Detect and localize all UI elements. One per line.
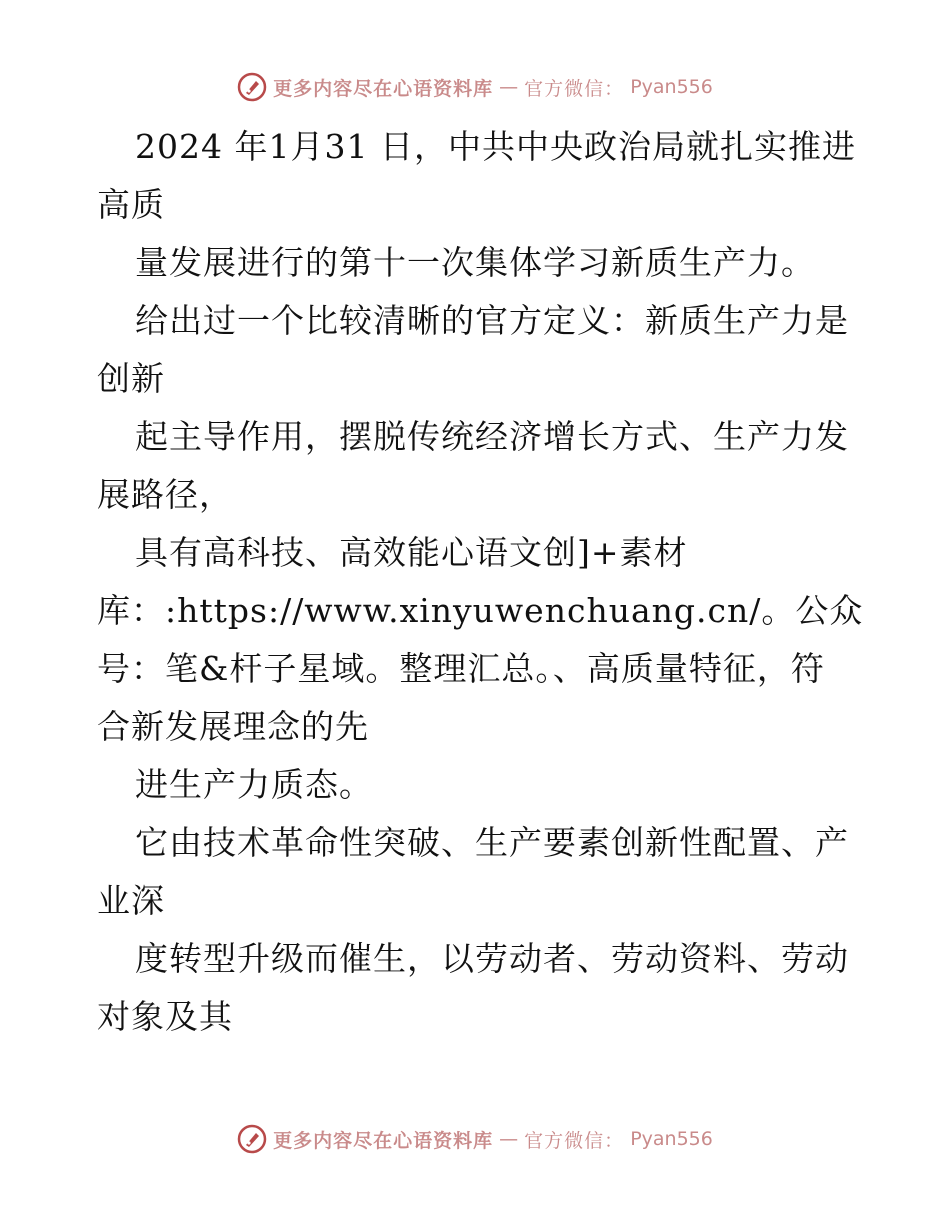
text-line: 创新 [97,359,165,398]
text-line: 它由技术革命性突破、生产要素创新性配置、产 [135,823,849,862]
footer-watermark [0,1124,950,1154]
watermark-text: 更多内容尽在心语资料库 [273,1129,494,1152]
watermark-wechat-id: Pyan556 [630,76,713,98]
text-line: 进生产力质态。 [135,765,373,804]
text-line: 业深 [97,881,165,920]
watermark-separator: — [499,76,519,98]
text-line: 合新发展理念的先 [97,707,369,746]
text-line: 起主导作用，摆脱传统经济增长方式、生产力发 [135,417,849,456]
watermark-wechat-label: 官方微信： [524,77,625,100]
header-watermark [0,72,950,102]
text-line: 给出过一个比较清晰的官方定义：新质生产力是 [135,301,849,340]
pen-nib-circle-icon [237,72,267,102]
text-line: 2024 年1月31 日，中共中央政治局就扎实推进 [135,127,856,166]
text-line: 库：:https://www.xinyuwenchuang.cn/。公众 [97,591,864,630]
text-line: 展路径， [97,475,233,514]
document-body [97,118,867,1046]
text-line: 高质 [97,185,165,224]
text-line: 度转型升级而催生，以劳动者、劳动资料、劳动 [135,939,849,978]
pen-nib-circle-icon [237,1124,267,1154]
watermark-wechat-id: Pyan556 [630,1128,713,1150]
text-line: 号：笔&杆子星域。整理汇总。、高质量特征，符 [97,649,825,688]
watermark-wechat-label: 官方微信： [524,1129,625,1152]
text-line: 对象及其 [97,997,233,1036]
watermark-text: 更多内容尽在心语资料库 [273,77,494,100]
text-line: 具有高科技、高效能心语文创]+素材 [135,533,688,572]
watermark-separator: — [499,1128,519,1150]
text-line: 量发展进行的第十一次集体学习新质生产力。 [135,243,815,282]
